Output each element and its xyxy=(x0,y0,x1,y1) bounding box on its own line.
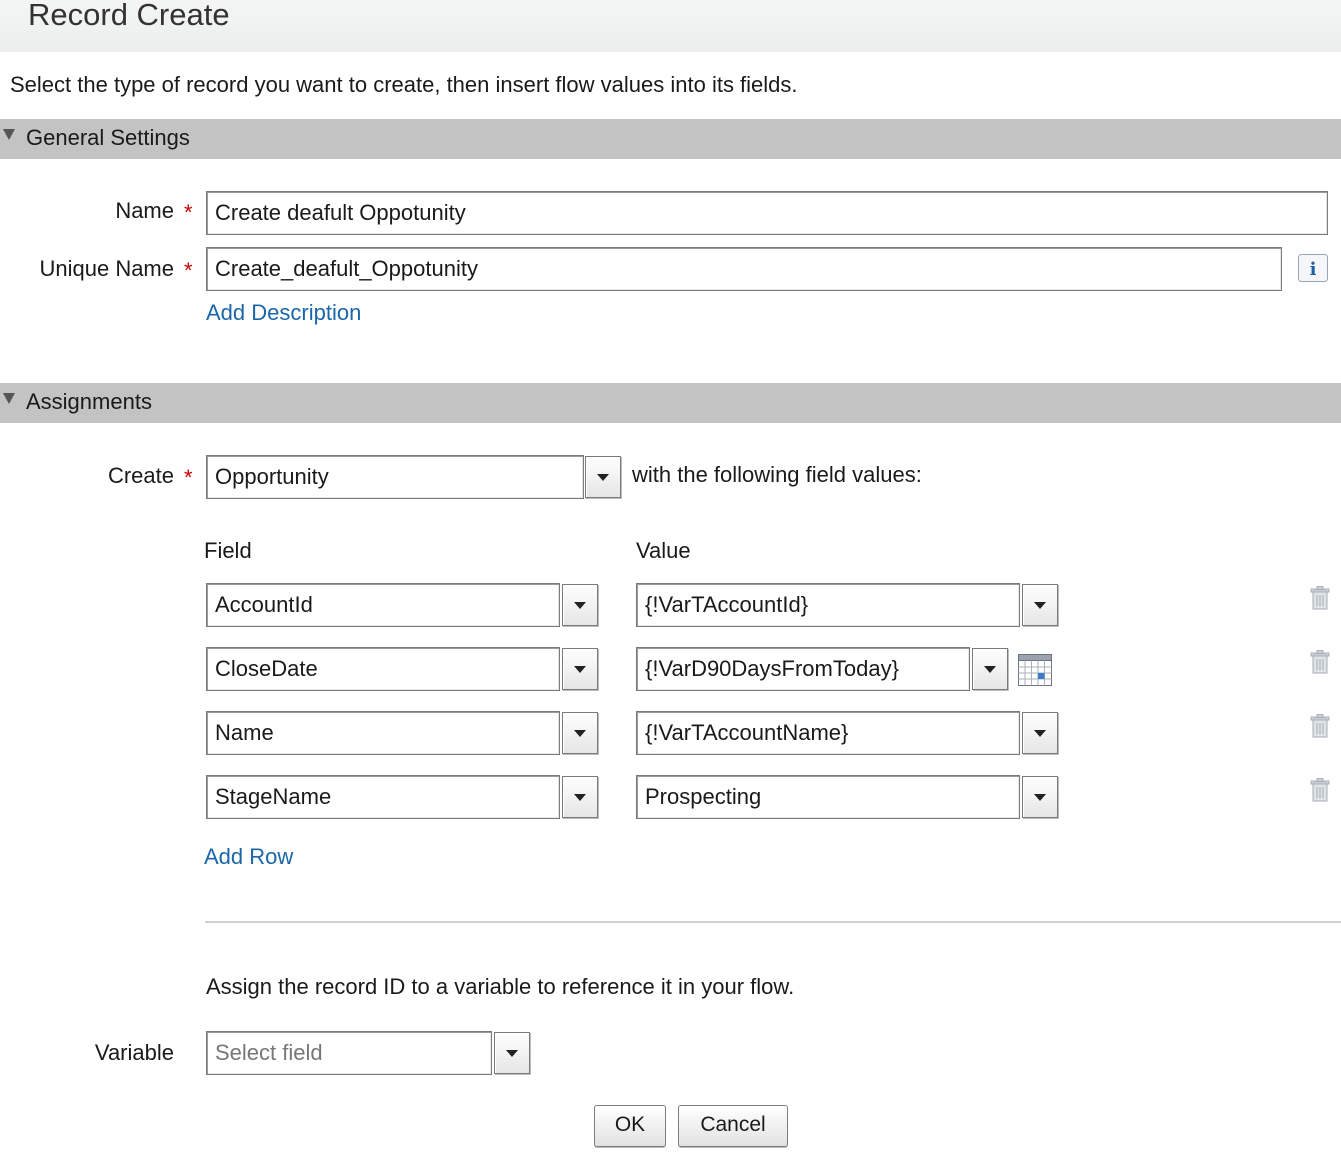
chevron-down-icon xyxy=(574,794,586,801)
field-dropdown-button[interactable] xyxy=(562,648,598,690)
create-object-select[interactable] xyxy=(206,455,584,499)
section-label: Assignments xyxy=(26,389,152,414)
section-general-settings[interactable] xyxy=(0,119,1341,159)
unique-name-label: Unique Name xyxy=(39,256,174,281)
variable-dropdown-button[interactable] xyxy=(494,1032,530,1074)
trash-icon[interactable] xyxy=(1310,650,1330,674)
chevron-down-icon xyxy=(506,1050,518,1057)
variable-label: Variable xyxy=(94,1040,174,1065)
field-value: AccountId xyxy=(215,592,313,617)
value-input-row-3[interactable] xyxy=(636,711,1020,755)
required-marker: * xyxy=(184,465,193,490)
following-text: with the following field values: xyxy=(632,462,922,487)
value-column-header: Value xyxy=(636,538,691,563)
variable-placeholder: Select field xyxy=(215,1040,323,1065)
value-input-row-4[interactable] xyxy=(636,775,1020,819)
window-title: Record Create xyxy=(28,0,230,32)
field-dropdown-button[interactable] xyxy=(562,584,598,626)
field-value: CloseDate xyxy=(215,656,318,681)
field-select-row-2[interactable] xyxy=(206,647,560,691)
value-dropdown-button[interactable] xyxy=(1022,776,1058,818)
cancel-button[interactable]: Cancel xyxy=(678,1105,788,1147)
title-bar xyxy=(0,0,1341,52)
triangle-down-icon[interactable] xyxy=(3,393,15,404)
value-text: {!VarTAccountName} xyxy=(645,720,849,745)
triangle-down-icon[interactable] xyxy=(3,129,15,140)
field-select-row-1[interactable] xyxy=(206,583,560,627)
trash-icon[interactable] xyxy=(1310,778,1330,802)
chevron-down-icon xyxy=(1034,794,1046,801)
create-object-dropdown-button[interactable] xyxy=(585,456,621,498)
unique-name-input[interactable] xyxy=(206,247,1282,291)
intro-text: Select the type of record you want to create, then insert flow values into its fields. xyxy=(10,72,798,97)
chevron-down-icon xyxy=(574,666,586,673)
field-value: StageName xyxy=(215,784,332,809)
section-label: General Settings xyxy=(26,125,190,150)
chevron-down-icon xyxy=(597,474,609,481)
value-input-row-2[interactable] xyxy=(636,647,970,691)
field-select-row-3[interactable] xyxy=(206,711,560,755)
value-dropdown-button[interactable] xyxy=(972,648,1008,690)
name-label: Name xyxy=(115,198,174,223)
trash-icon[interactable] xyxy=(1310,586,1330,610)
ok-button[interactable]: OK xyxy=(594,1105,666,1147)
field-dropdown-button[interactable] xyxy=(562,712,598,754)
calendar-icon[interactable] xyxy=(1017,652,1053,688)
field-column-header: Field xyxy=(204,538,252,563)
value-text: {!VarTAccountId} xyxy=(645,592,809,617)
section-assignments[interactable] xyxy=(0,383,1341,423)
info-icon[interactable] xyxy=(1298,254,1328,282)
svg-text:i: i xyxy=(1309,259,1317,280)
unique-name-value: Create_deafult_Oppotunity xyxy=(215,256,478,281)
add-description-link[interactable]: Add Description xyxy=(206,300,362,325)
value-input-row-1[interactable] xyxy=(636,583,1020,627)
chevron-down-icon xyxy=(1034,730,1046,737)
name-input[interactable] xyxy=(206,191,1328,235)
add-row-link[interactable]: Add Row xyxy=(204,844,294,869)
variable-select[interactable] xyxy=(206,1031,492,1075)
required-marker: * xyxy=(184,258,193,283)
field-value: Name xyxy=(215,720,274,745)
trash-icon[interactable] xyxy=(1310,714,1330,738)
required-marker: * xyxy=(184,200,193,225)
field-select-row-4[interactable] xyxy=(206,775,560,819)
chevron-down-icon xyxy=(574,602,586,609)
chevron-down-icon xyxy=(574,730,586,737)
assign-id-text: Assign the record ID to a variable to reference it in your flow. xyxy=(206,974,795,999)
value-text: Prospecting xyxy=(645,784,762,809)
field-dropdown-button[interactable] xyxy=(562,776,598,818)
create-object-value: Opportunity xyxy=(215,464,329,489)
value-dropdown-button[interactable] xyxy=(1022,712,1058,754)
chevron-down-icon xyxy=(1034,602,1046,609)
chevron-down-icon xyxy=(984,666,996,673)
value-text: {!VarD90DaysFromToday} xyxy=(645,656,899,681)
divider xyxy=(205,921,1341,923)
value-dropdown-button[interactable] xyxy=(1022,584,1058,626)
create-label: Create xyxy=(107,463,174,488)
name-value: Create deafult Oppotunity xyxy=(215,200,466,225)
